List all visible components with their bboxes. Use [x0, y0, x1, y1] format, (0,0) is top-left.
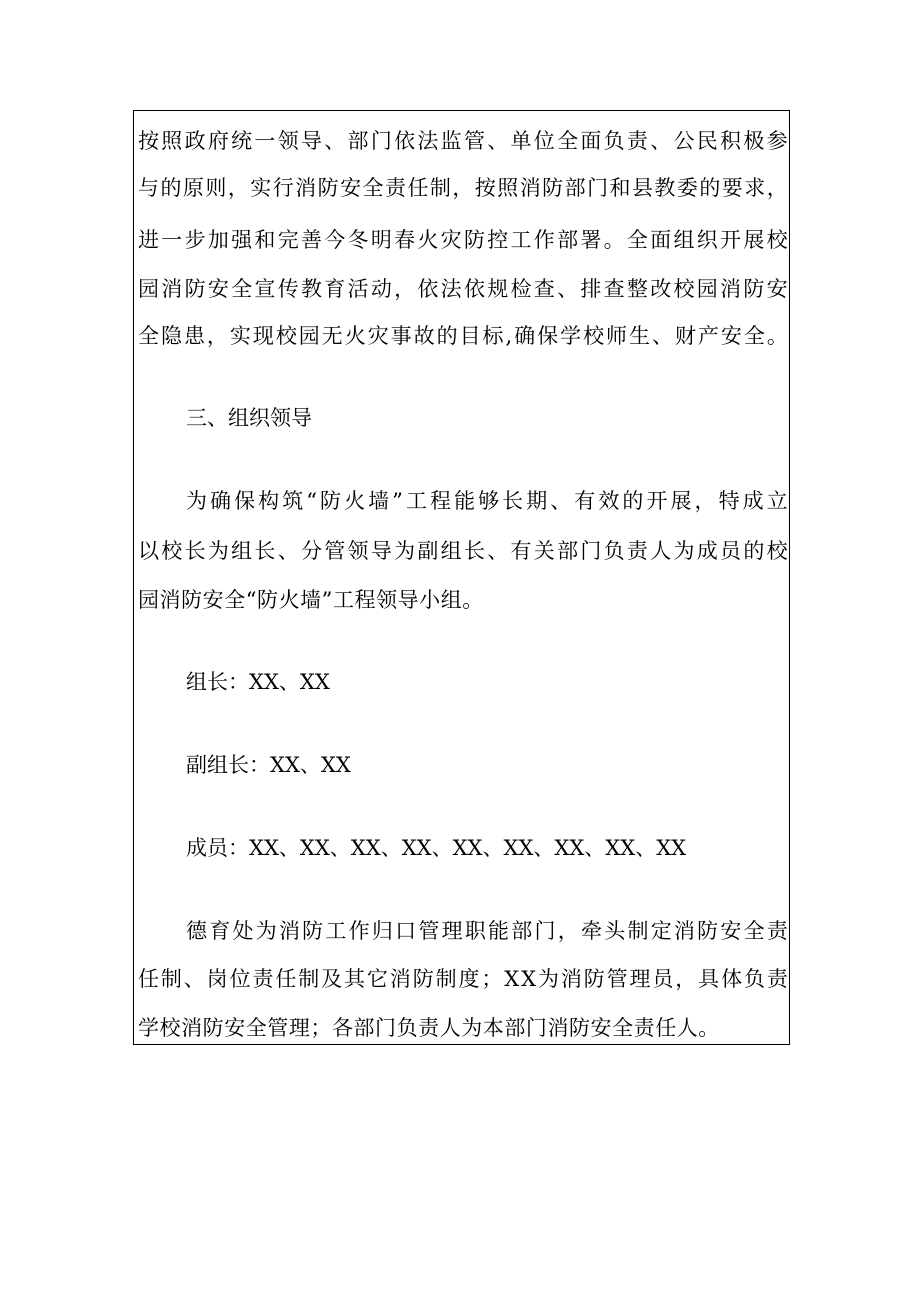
para2-line-2: 以 校 长 为 组 长 、 分 管 领 导 为 副 组 长 、 有 关 部 门 负 责 人 为 成 员 的 校	[138, 539, 788, 563]
section-heading: 三、组织领导	[186, 406, 312, 430]
para1-line-4: 园 消 防 安 全 宣 传 教 育 活 动 ， 依 法 依 规 检 查 、 排 查 整 改 校 园 消 防 安	[138, 277, 788, 301]
para3-line-2: 任 制 、 岗 位 责 任 制 及 其 它 消 防 制 度 ； X X 为 消 防 管 理 员 ， 具 体 负 责	[138, 967, 788, 991]
para2-line-3: 园消防安全“防火墙”工程领导小组。	[138, 588, 484, 612]
para3-line-1: 德 育 处 为 消 防 工 作 归 口 管 理 职 能 部 门 ， 牵 头 制 定 消 防 安 全 责	[186, 919, 788, 943]
para1-line-1: 按 照 政 府 统 一 领 导 、 部 门 依 法 监 管 、 单 位 全 面 负 责 、 公 民 积 极 参	[138, 129, 788, 153]
para2-line-1: 为 确 保 构 筑 “ 防 火 墙 ” 工 程 能 够 长 期 、 有 效 的 开 展 ， 特 成 立	[186, 489, 788, 513]
para1-line-3: 进 一 步 加 强 和 完 善 今 冬 明 春 火 灾 防 控 工 作 部 署 。 全 面 组 织 开 展 校	[138, 228, 788, 252]
para3-line-3: 学校消防安全管理；各部门负责人为本部门消防安全责任人。	[138, 1016, 720, 1040]
para1-line-2: 与 的 原 则 ， 实 行 消 防 安 全 责 任 制 ， 按 照 消 防 部 门 和 县 教 委 的 要 求 ，	[138, 176, 788, 200]
members-line: 成员：XX、XX、XX、XX、XX、XX、XX、XX、XX	[186, 836, 687, 860]
deputy-leader-line: 副组长：XX、XX	[186, 753, 351, 777]
leader-line: 组长：XX、XX	[186, 670, 330, 694]
para1-line-5: 全 隐 患 ， 实 现 校 园 无 火 灾 事 故 的 目 标 , 确 保 学 校 师 生 、 财 产 安 全 。	[138, 324, 788, 348]
